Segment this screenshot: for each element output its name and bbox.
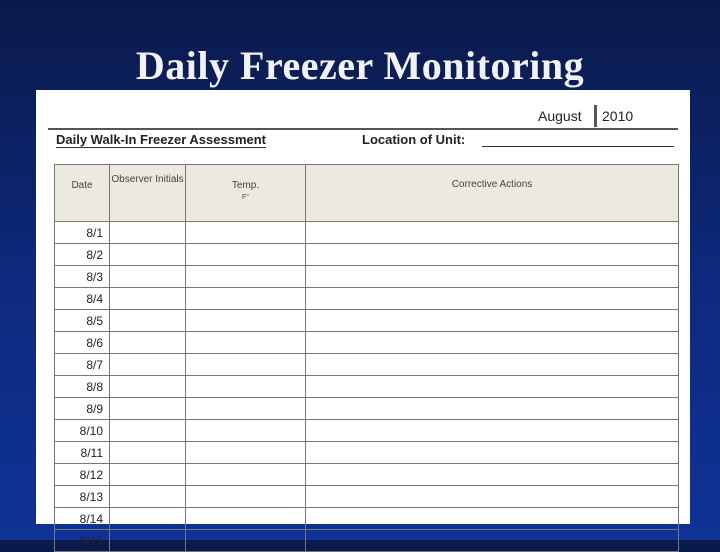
- initials-cell[interactable]: [110, 222, 186, 244]
- temp-cell[interactable]: [186, 266, 306, 288]
- temp-cell[interactable]: [186, 420, 306, 442]
- corrective-actions-cell[interactable]: [306, 244, 679, 266]
- initials-cell[interactable]: [110, 486, 186, 508]
- date-cell: 8/3: [55, 266, 110, 288]
- date-cell: 8/1: [55, 222, 110, 244]
- header-temp: [186, 165, 306, 222]
- table-row: [55, 442, 679, 464]
- location-field-line[interactable]: [482, 146, 674, 147]
- temp-cell[interactable]: [186, 310, 306, 332]
- corrective-actions-cell[interactable]: [306, 398, 679, 420]
- corrective-actions-cell[interactable]: [306, 464, 679, 486]
- initials-cell[interactable]: [110, 464, 186, 486]
- corrective-actions-cell[interactable]: [306, 288, 679, 310]
- corrective-actions-cell[interactable]: [306, 266, 679, 288]
- table-row: [55, 398, 679, 420]
- initials-cell[interactable]: [110, 442, 186, 464]
- corrective-actions-cell[interactable]: [306, 530, 679, 552]
- table-row: [55, 310, 679, 332]
- date-cell: 8/9: [55, 398, 110, 420]
- location-label: Location of Unit:: [362, 132, 466, 147]
- temp-cell[interactable]: [186, 398, 306, 420]
- corrective-actions-cell[interactable]: [306, 420, 679, 442]
- corrective-actions-cell[interactable]: [306, 508, 679, 530]
- freezer-log-table: [54, 164, 679, 552]
- corrective-actions-cell[interactable]: [306, 376, 679, 398]
- date-cell: 8/11: [55, 442, 110, 464]
- initials-cell[interactable]: [110, 244, 186, 266]
- date-cell: 8/13: [55, 486, 110, 508]
- date-cell: 8/15: [55, 530, 110, 552]
- initials-cell[interactable]: [110, 398, 186, 420]
- table-row: [55, 288, 679, 310]
- table-header-row: [55, 165, 679, 222]
- table-row: [55, 244, 679, 266]
- monitoring-form-sheet: [36, 90, 690, 548]
- corrective-actions-cell[interactable]: [306, 222, 679, 244]
- initials-cell[interactable]: [110, 266, 186, 288]
- temp-cell[interactable]: [186, 464, 306, 486]
- temp-cell[interactable]: [186, 486, 306, 508]
- corrective-actions-cell[interactable]: [306, 332, 679, 354]
- table-row: [55, 530, 679, 552]
- year-label: 2010: [602, 108, 634, 124]
- month-label: August: [538, 108, 582, 124]
- date-cell: 8/6: [55, 332, 110, 354]
- temp-cell[interactable]: [186, 508, 306, 530]
- year-divider: [594, 105, 597, 127]
- corrective-actions-cell[interactable]: [306, 354, 679, 376]
- corrective-actions-cell[interactable]: [306, 486, 679, 508]
- slide-title: Daily Freezer Monitoring: [135, 43, 585, 88]
- initials-cell[interactable]: [110, 420, 186, 442]
- header-temp-label: Temp.: [231, 180, 260, 191]
- table-row: [55, 354, 679, 376]
- date-cell: 8/4: [55, 288, 110, 310]
- date-cell: 8/14: [55, 508, 110, 530]
- header-temp-unit: F°: [241, 194, 250, 201]
- initials-cell[interactable]: [110, 332, 186, 354]
- table-row: [55, 332, 679, 354]
- temp-cell[interactable]: [186, 222, 306, 244]
- header-observer-initials: Observer Initials: [110, 165, 186, 222]
- table-row: [55, 222, 679, 244]
- date-cell: 8/2: [55, 244, 110, 266]
- initials-cell[interactable]: [110, 288, 186, 310]
- header-corrective-actions: Corrective Actions: [306, 165, 679, 222]
- initials-cell[interactable]: [110, 310, 186, 332]
- date-cell: 8/5: [55, 310, 110, 332]
- table-row: [55, 486, 679, 508]
- date-cell: 8/10: [55, 420, 110, 442]
- temp-cell[interactable]: [186, 332, 306, 354]
- table-row: [55, 464, 679, 486]
- corrective-actions-cell[interactable]: [306, 442, 679, 464]
- table-row: [55, 376, 679, 398]
- header-rule: [48, 128, 678, 130]
- table-row: [55, 420, 679, 442]
- log-body: [55, 222, 679, 552]
- corrective-actions-cell[interactable]: [306, 310, 679, 332]
- temp-cell[interactable]: [186, 288, 306, 310]
- initials-cell[interactable]: [110, 354, 186, 376]
- temp-cell[interactable]: [186, 354, 306, 376]
- table-row: [55, 266, 679, 288]
- temp-cell[interactable]: [186, 376, 306, 398]
- initials-cell[interactable]: [110, 530, 186, 552]
- date-cell: 8/12: [55, 464, 110, 486]
- temp-cell[interactable]: [186, 442, 306, 464]
- table-row: [55, 508, 679, 530]
- initials-cell[interactable]: [110, 508, 186, 530]
- temp-cell[interactable]: [186, 530, 306, 552]
- initials-cell[interactable]: [110, 376, 186, 398]
- date-cell: 8/8: [55, 376, 110, 398]
- date-cell: 8/7: [55, 354, 110, 376]
- temp-cell[interactable]: [186, 244, 306, 266]
- header-date: Date: [55, 165, 110, 222]
- assessment-title: Daily Walk-In Freezer Assessment: [56, 132, 267, 147]
